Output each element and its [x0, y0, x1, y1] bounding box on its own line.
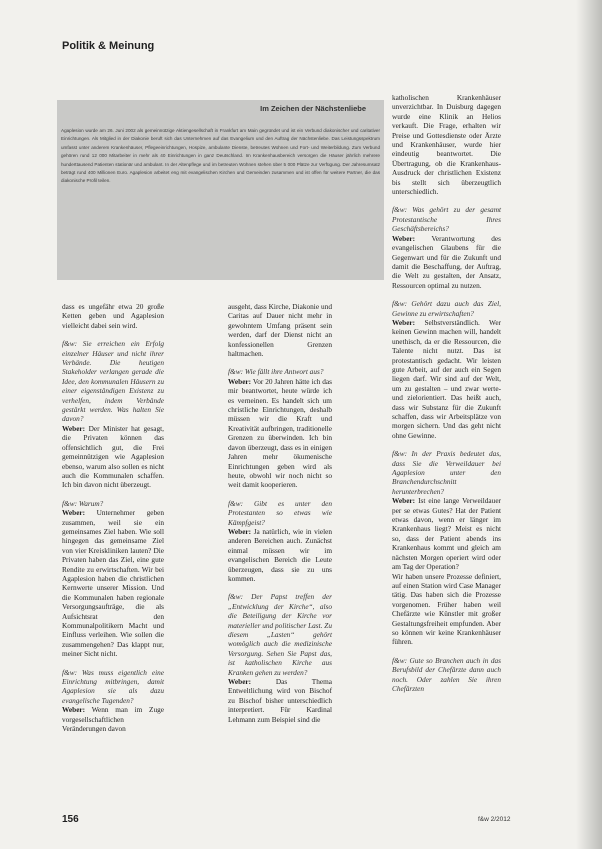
interview-question: f&w: Sie erreichen ein Erfolg einzelner Häuser und nicht ihrer Verbände. Die heutigen Stakeholder verlangen gerade die Idee, den kommunalen Häusern zu einer eigenständigen Existenz zu verhelfen, indem Verbände gestärkt werden. Was halten Sie davon?	[62, 339, 164, 424]
article-column-3	[392, 93, 501, 693]
interview-answer	[228, 677, 332, 724]
paragraph-gap	[62, 659, 164, 668]
answer-text: Vor 20 Jahren hätte ich das mir beantwortet, heute würde ich es verneinen. Es handelt sich um christliche Einrichtungen, deshalb müssen wir die Kraft und Kreativität aufbringen, traditionelle Grenzen zu überwinden. Ich bin davon überzeugt, dass es in einigen Jahren mehr ökumenische Einrichtungen geben wird als heute, obwohl wir noch nicht so weit damit kooperieren.	[228, 376, 332, 490]
speaker-label: Weber:	[62, 508, 86, 518]
speaker-label: Weber:	[392, 317, 416, 327]
speaker-label: Weber:	[228, 677, 252, 687]
answer-text: Unternehmer geben zusammen, weil sie ein gemeinsames Ziel haben. Wie soll hingegen das gemeinsame Ziel von vier Kreiskliniken lauten? Die Privaten haben das Ziel, eine gute Rendite zu erwirtschaften. Wir bei Agaplesion haben die christlichen Kernwerte unserer Mission. Und die Kommunalen haben regionale Versorgungsaufträge, die als Aufsichtsrat den Kommunalpolitikern Macht und Einfluss verleihen. Wie sollen die zusammengehen? Das klappt nur, meiner Sicht nicht.	[62, 508, 164, 659]
interview-question: f&w: Wie fällt ihre Antwort aus?	[228, 367, 324, 377]
article-column-2	[228, 302, 332, 724]
interview-answer	[392, 496, 501, 571]
info-box-text: Agaplesion wurde am 26. Juni 2002 als gemeinnützige Aktiengesellschaft in Frankfurt am Main gegründet und ist ein Verbund diakonischer und caritativer Einrichtungen. Als Mitglied in der Diakonie beruft sich das Unternehmen auf das Evangelium und den Auftrag der Nächstenliebe. Das Leistungsspektrum umfasst unter anderem Krankenhäuser, Pflegeeinrichtungen, Hospize, ambulante Dienste, betreutes Wohnen und Fort- und Weiterbildung. Zum Verbund gehören rund 12 000 Mitarbeiter in mehr als 40 Einrichtungen in ganz Deutschland. Im Krankenhausbereich versorgen die Häuser jährlich mehrere hunderttausend Patienten stationär und ambulant. In der Altenpflege und im betreuten Wohnen stehen über 5 000 Plätze zur Verfügung. Der Jahresumsatz beträgt rund 400 Millionen Euro. Agaplesion arbeitet eng mit evangelischen Kirchen und Gemeinden zusammen und ist offen für weitere Partner, die das diakonische Profil teilen.	[61, 128, 380, 184]
paragraph-gap	[228, 358, 332, 367]
answer-text: Verantwortung des evangelischen Glaubens für die Gegenwart und für die Zukunft und damit die Beschaffung, der Auftrag, die Welt zu gestalten, der Ansatz, Ressourcen optimal zu nutzen.	[392, 233, 501, 290]
answer-text: Wenn man im Zuge vorgesellschaftlichen Veränderungen davon	[62, 705, 164, 734]
interview-question: f&w: Gehört dazu auch das Ziel, Gewinne zu erwirtschaften?	[392, 299, 501, 318]
interview-answer	[392, 234, 501, 290]
paragraph-gap	[62, 330, 164, 339]
interview-question: f&w: Gibt es unter den Protestanten so etwas wie Kämpfgeist?	[228, 498, 332, 527]
paragraph-gap	[392, 647, 501, 656]
answer-text: Ja natürlich, wie in vielen anderen Bereichen auch. Zunächst einmal müssen wir im evangelischen Bereich die Leute überzeugen, dass sie zu uns kommen.	[228, 526, 332, 583]
interview-answer	[228, 527, 332, 583]
speaker-label: Weber:	[62, 423, 86, 433]
interview-question: f&w: Der Papst treffen der „Entwicklung der Kirche“, also die Beteiligung der Kirche vor materieller und politischer Last. Zu diesem „Lasten“ gehört womöglich auch die medizinische Versorgung. Sehen Sie Papst das, ist katholischen Kirche aus Kranken gehen zu werden?	[228, 592, 332, 677]
article-column-1	[62, 302, 164, 733]
body-paragraph: ausgeht, dass Kirche, Diakonie und Caritas auf Dauer nicht mehr in gewohntem Umfang präsent sein werden, darf der Dienst nicht an konfessionellen Grenzen haltmachen.	[228, 302, 332, 359]
info-box-title: Im Zeichen der Nächstenliebe	[260, 104, 366, 113]
speaker-label: Weber:	[228, 376, 252, 386]
interview-question: f&w: Warum?	[62, 498, 104, 508]
interview-answer	[62, 424, 164, 490]
paragraph-gap	[392, 196, 501, 205]
interview-question: f&w: Gute so Branchen auch in das Berufsbild der Chefärzte dann auch noch. Oder zahlen Sie ihren Chefärzten	[392, 655, 501, 693]
interview-answer	[62, 508, 164, 659]
body-paragraph: katholischen Krankenhäuser unverzichtbar. In Duisburg dagegen wurde eine Klinik an Helios verkauft. Die Frage, erhalten wir Preise und Gottesdienste oder Ärzte und Krankenhäuser, wurde hier eindeutig beantwortet. Die Übertragung, ob die Krankenhaus-Ausdruck der christlichen Existenz bis stellt sich überzeugtlich unterschiedlich.	[392, 93, 501, 197]
answer-text: Ist eine lange Verweildauer per se etwas Gutes? Hat der Patient etwas davon, wenn er länger im Krankenhaus liegt? Meist es nicht so, dass der Patient abends ins Krankenhaus kommt und gleich am nächsten Morgen operiert wird oder am Tag der Operation?	[392, 496, 501, 572]
speaker-label: Weber:	[62, 705, 86, 715]
speaker-label: Weber:	[228, 526, 252, 536]
page-number: 156	[62, 814, 79, 825]
interview-answer	[62, 705, 164, 733]
interview-answer	[392, 572, 501, 647]
interview-question: f&w: Was muss eigentlich eine Einrichtung mitbringen, damit Agaplesion sie als dazu evangelische Tugenden?	[62, 667, 164, 705]
section-title: Politik & Meinung	[62, 40, 155, 52]
issue-label: f&w 2/2012	[478, 816, 511, 823]
answer-text: Selbstverständlich. Wer keinen Gewinn machen will, handelt unethisch, da er die Ressourcen, die Talente nicht nutzt. Das ist protestantisch gedacht. Wir leisten gute Arbeit, auf der auch ein Segen liegen darf. Wir sind auf der Welt, um zu gestalten – und zwar werte- und zielorientiert. Das heißt auch, dass wir Substanz für die Zukunft schaffen, dass wir Arbeitsplätze von morgen sichern. Und das geht nicht ohne Gewinne.	[392, 317, 501, 440]
answer-text: Wir haben unsere Prozesse definiert, auf einen Station wird Case Manager tätig. Das haben sich die Prozesse vorgenomen. Früher haben weil Chefärzte wie Künstler mit großer Gestaltungsfreiheit empfunden. Aber so können wir keine Krankenhäuser führen.	[392, 571, 501, 647]
paragraph-gap	[392, 440, 501, 449]
interview-answer	[228, 377, 332, 490]
interview-question: f&w: Was gehört zu der gesamt Protestantische Ihres Geschäftsbereichs?	[392, 205, 501, 234]
interview-answer	[392, 318, 501, 440]
paragraph-gap	[62, 490, 164, 499]
paragraph-gap	[228, 583, 332, 592]
paragraph-gap	[392, 290, 501, 299]
body-paragraph: dass es ungefähr etwa 20 große Ketten geben und Agaplesion vielleicht dabei sein wird.	[62, 302, 164, 330]
paragraph-gap	[228, 490, 332, 499]
interview-question: f&w: In der Praxis bedeutet das, dass Sie die Verweildauer bei Agaplesion unter den Branchendurchschnitt herunterbrechen?	[392, 449, 501, 496]
info-box	[57, 100, 384, 280]
answer-text: Der Minister hat gesagt, die Privaten können das offensichtlich gut, die Frei gemeinnützigen wie Agaplesion ebenso, warum also sollen es nicht auch die Kommunalen schaffen. Ich bin davon nicht überzeugt.	[62, 423, 164, 490]
speaker-label: Weber:	[392, 233, 416, 243]
speaker-label: Weber:	[392, 496, 416, 506]
page-edge-shadow	[576, 0, 602, 849]
answer-text: Das Thema Entweltlichung wird von Bischof zu Bischof bisher unterschiedlich interpretiert. Für Kardinal Lehmann zum Beispiel sind die	[228, 677, 332, 724]
